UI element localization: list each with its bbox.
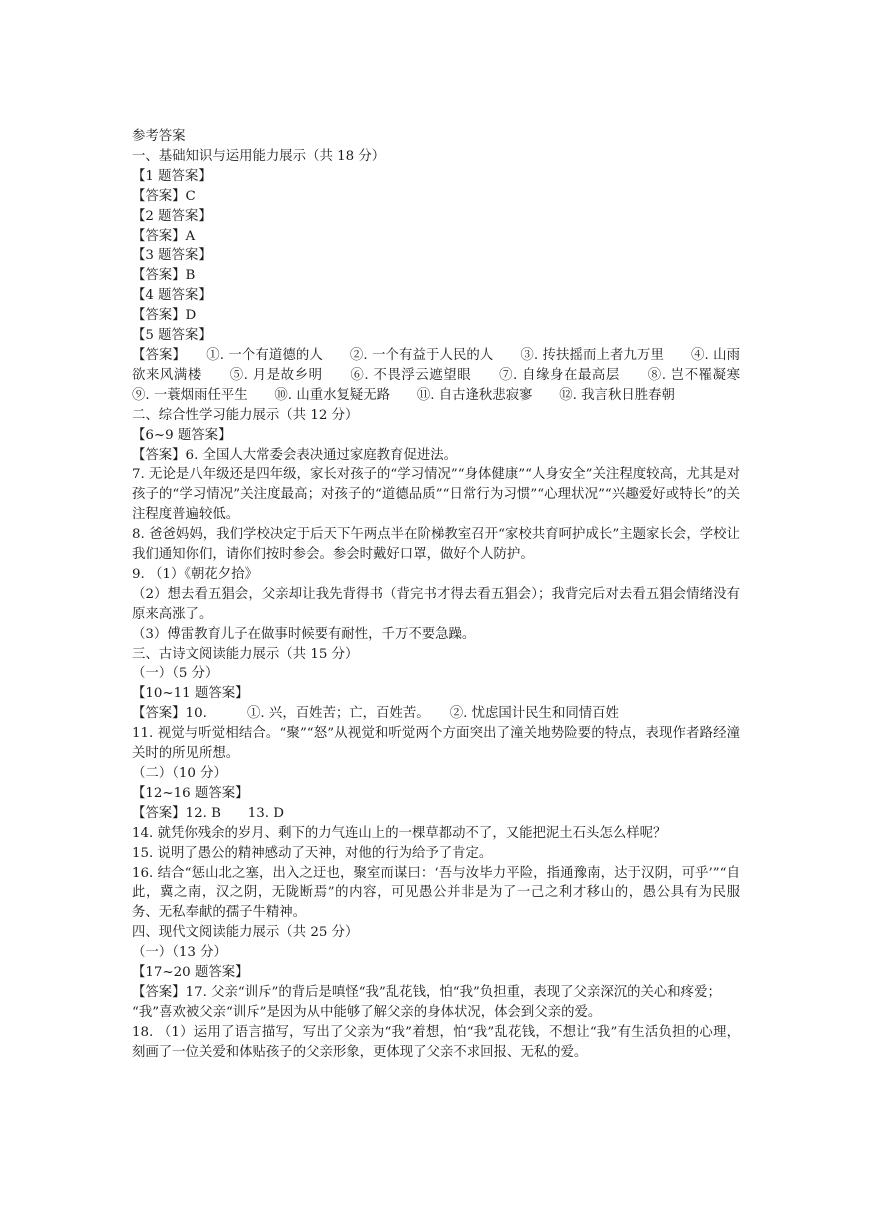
- answer-text: 18. （1）运用了语言描写，写出了父亲为“我”着想，怕“我”乱花钱，不想让“我”有生活负担的心理，刻画了一位关爱和体贴孩子的父亲形象，更体现了父亲不求回报、无私的爱。: [132, 1024, 740, 1060]
- answer-text: 【答案】D: [132, 308, 197, 324]
- answer-text: 9. （1）《朝花夕拾》: [132, 566, 258, 582]
- doc-title: 参考答案: [132, 129, 186, 144]
- subsection-heading: （一）（13 分）: [132, 945, 227, 961]
- answer-text: 【答案】10. ①. 兴，百姓苦；亡，百姓苦。 ②. 忧虑国计民生和同情百姓: [132, 706, 619, 722]
- answer-text: 16. 结合“惩山北之塞，出入之迂也，聚室而谋曰：‘吾与汝毕力平险，指通豫南，达于汉阴，可乎’”“自此，冀之南，汉之阴，无陇断焉”的内容，可见愚公并非是为了一己之利才移山的，愚公具有为民服务、无私奉献的孺子牛精神。: [132, 865, 740, 921]
- question-label: 【10~11 题答案】: [132, 686, 249, 702]
- answer-text: “我”喜欢被父亲“训斥”是因为从中能够了解父亲的身体状况，体会到父亲的爱。: [132, 1004, 602, 1020]
- answer-text: 【答案】12. B 13. D: [132, 805, 285, 821]
- answer-text: （2）想去看五猖会，父亲却让我先背得书（背完书才得去看五猖会）；我背完后对去看五猖会情绪没有原来高涨了。: [132, 586, 740, 622]
- subsection-heading: （二）（10 分）: [132, 766, 227, 781]
- answer-text: 【答案】A: [132, 228, 196, 244]
- question-label: 【1 题答案】: [132, 168, 212, 184]
- question-label: 【2 题答案】: [132, 208, 212, 224]
- section-heading: 四、现代文阅读能力展示（共 25 分）: [132, 925, 359, 941]
- answer-text: 【答案】B: [132, 268, 196, 284]
- answer-text: 【答案】6. 全国人大常委会表决通过家庭教育促进法。: [132, 447, 458, 463]
- answer-text: 11. 视觉与听觉相结合。“聚”“怒”从视觉和听觉两个方面突出了潼关地势险要的特点，表现作者路经潼关时的所见所想。: [132, 726, 740, 762]
- answer-text: （3）傅雷教育儿子在做事时候要有耐性，千万不要急躁。: [132, 626, 476, 642]
- answer-text: 7. 无论是八年级还是四年级，家长对孩子的“学习情况”“身体健康”“人身安全”关注程度较高，尤其是对孩子的“学习情况”关注度最高；对孩子的“道德品质”“日常行为习惯”“心理状况”“兴趣爱好或特长”的关注程度普遍较低。: [132, 467, 740, 523]
- question-label: 【6~9 题答案】: [132, 427, 232, 443]
- section-heading: 三、古诗文阅读能力展示（共 15 分）: [132, 646, 359, 662]
- answer-text: 14. 就凭你残余的岁月、剩下的力气连山上的一棵草都动不了，又能把泥土石头怎么样呢？: [132, 825, 667, 841]
- question-label: 【12~16 题答案】: [132, 785, 249, 801]
- question-label: 【3 题答案】: [132, 248, 212, 264]
- question-label: 【4 题答案】: [132, 288, 212, 304]
- answer-text: 【答案】C: [132, 188, 196, 204]
- answer-text: 8. 爸爸妈妈，我们学校决定于后天下午两点半在阶梯教室召开“家校共育呵护成长”主题家长会，学校让我们通知你们，请你们按时参会。参会时戴好口罩，做好个人防护。: [132, 527, 740, 563]
- answer-text: 【答案】17. 父亲“训斥”的背后是嗔怪“我”乱花钱，怕“我”负担重，表现了父亲深沉的关心和疼爱；: [132, 984, 721, 1000]
- section-heading: 二、综合性学习能力展示（共 12 分）: [132, 407, 359, 423]
- subsection-heading: （一）（5 分）: [132, 666, 219, 682]
- answer-document: [132, 127, 767, 1063]
- question-label: 【17~20 题答案】: [132, 965, 249, 981]
- answer-text: 15. 说明了愚公的精神感动了天神，对他的行为给予了肯定。: [132, 845, 493, 861]
- question-label: 【5 题答案】: [132, 328, 212, 344]
- section-heading: 一、基础知识与运用能力展示（共 18 分）: [132, 148, 386, 164]
- answer-text: 【答案】 ①. 一个有道德的人 ②. 一个有益于人民的人 ③. 抟扶摇而上者九万里 ④. 山雨欲来风满楼 ⑤. 月是故乡明 ⑥. 不畏浮云遮望眼 ⑦. 自缘身在最高层 ⑧. 岂不罹凝寒 ⑨. 一蓑烟雨任平生 ⑩. 山重水复疑无路 ⑪. 自古逢秋悲寂寥 ⑫. 我言秋日胜春朝: [132, 347, 767, 403]
